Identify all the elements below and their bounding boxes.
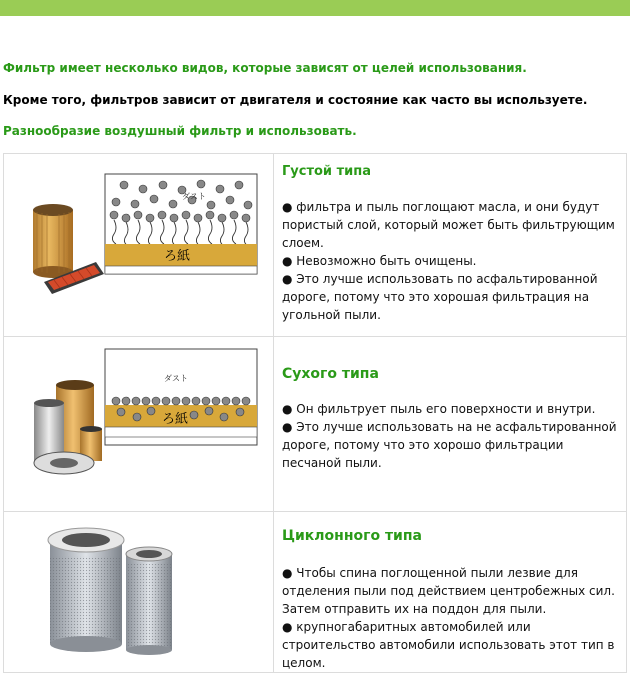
intro-line-1: Фильтр имеет несколько видов, которые зависят от целей использования. [3,61,527,75]
filter-row-dry [4,337,627,512]
cyclone-filter-photo [48,528,172,655]
filter-image-cell [4,337,274,512]
filter-description [282,400,626,472]
filter-text-cell [274,512,627,673]
filter-bullet: ● Это лучше использовать на не асфальтированной дороге, потому что это хорошо фильтрации песчаной пыли. [282,420,617,470]
dense-filter-illustration [4,154,273,332]
filter-row-dense [4,154,627,337]
filter-title: Густой типа [282,164,371,179]
filter-bullet: ● крупногабаритных автомобилей или строительство автомобили использовать этот тип в целом. [282,620,615,670]
top-accent-bar [0,0,630,16]
dry-layer-diagram [105,349,257,445]
filter-bullet: ● Невозможно быть очищены. [282,254,477,268]
dry-filter-illustration [4,337,273,507]
dense-layer-diagram [105,174,257,274]
filter-image-cell [4,154,274,337]
filter-row-cyclone [4,512,627,673]
dust-label: ダスト [182,192,206,201]
filter-bullet: ● Чтобы спина поглощенной пыли лезвие для отделения пыли под действием центробежных сил. Затем отправить их на поддон для пыли. [282,566,615,616]
filter-description [282,198,626,324]
filter-bullet: ● Это лучше использовать по асфальтированной дороге, потому что это хорошая фильтрация на угольной пыли. [282,272,598,322]
dust-label: ダスト [164,374,188,383]
paper-label: ろ紙 [162,412,189,427]
cylinder-filter-photo [33,204,73,278]
filter-image-cell [4,512,274,673]
intro-line-3: Разнообразие воздушный фильтр и использовать. [3,124,357,138]
dry-filter-photo [34,380,102,474]
paper-label: ろ紙 [164,249,191,264]
filter-bullet: ● Он фильтрует пыль его поверхности и внутри. [282,402,596,416]
filter-bullet: ● фильтра и пыль поглощают масла, и они будут пористый слой, который может быть фильтрующим слоем. [282,200,615,250]
intro-line-2: Кроме того, фильтров зависит от двигателя и состояние как часто вы используете. [3,93,588,107]
cyclone-filter-illustration [4,512,273,668]
filter-title: Сухого типа [282,366,379,382]
filter-types-table [3,153,627,673]
filter-description [282,564,626,672]
filter-text-cell [274,337,627,512]
filter-text-cell [274,154,627,337]
filter-title: Циклонного типа [282,528,422,544]
